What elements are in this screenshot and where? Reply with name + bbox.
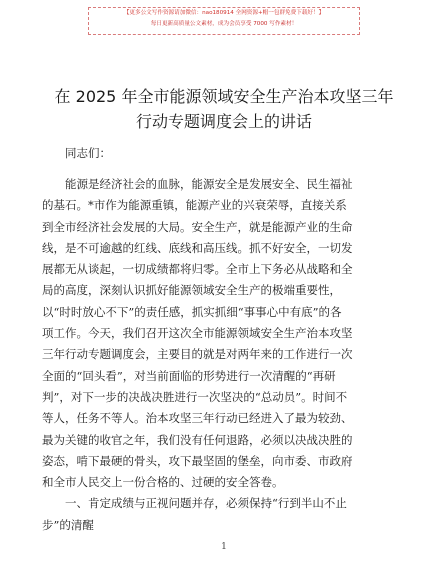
body-line: 姿态，啃下最硬的骨头，攻下最坚固的堡垒，向市委、市政府 — [42, 453, 353, 468]
greeting: 同志们： — [65, 146, 111, 160]
body-line: 到全市经济社会发展的大局。安全生产，就是能源产业的生命 — [42, 219, 353, 234]
body-line: 最为关键的收官之年，我们没有任何退路，必须以决战决胜的 — [42, 432, 353, 447]
body-line: 判”，对下一步的决战决胜进行一次坚决的“总动员”。时间不 — [42, 389, 348, 404]
speech-body — [42, 174, 406, 536]
banner-line-2: 每日更新高质量公文素材，成为会员享受 7000 写作素材！ — [150, 21, 298, 27]
body-line: 等人，任务不等人。治本攻坚三年行动已经进入了最为较劲、 — [42, 411, 353, 426]
body-line: 局的高度，深刻认识抓好能源领域安全生产的极端重要性， — [42, 283, 341, 298]
body-line: 能源是经济社会的血脉，能源安全是发展安全、民生福祉 — [42, 177, 353, 191]
body-line: 三年行动专题调度会，主要目的就是对两年来的工作进行一次 — [42, 347, 353, 362]
title-line-2: 行动专题调度会上的讲话 — [135, 112, 312, 131]
banner-line-1: 【更多公文写作资源请加微信：nao180914 全网资源+帽一包群免费下载好！】 — [123, 10, 325, 16]
body-line: 的基石。*市作为能源重镇，能源产业的兴衰荣辱，直接关系 — [42, 198, 347, 213]
body-line: 一、肯定成绩与正视问题并存，必须保持“行到半山不止 — [42, 496, 347, 511]
document-title — [20, 84, 428, 134]
body-line: 以“时时放心不下”的责任感，抓实抓细“事事心中有底”的各 — [42, 304, 342, 319]
promo-banner — [88, 7, 360, 35]
page-number: 1 — [221, 542, 227, 552]
body-line: 步”的清醒 — [42, 517, 94, 532]
body-line: 全面的“回头看”，对当前面临的形势进行一次清醒的“再研 — [42, 368, 336, 383]
body-line: 展都无从谈起，一切成绩都将归零。全市上下务必从战略和全 — [42, 262, 353, 277]
title-line-1: 在 2025 年全市能源领域安全生产治本攻坚三年 — [54, 87, 394, 106]
body-line: 线，是不可逾越的红线、底线和高压线。抓不好安全，一切发 — [42, 240, 353, 255]
body-line: 和全市人民交上一份合格的、过硬的安全答卷。 — [42, 475, 284, 490]
body-line: 项工作。今天，我们召开这次全市能源领域安全生产治本攻坚 — [42, 326, 353, 341]
